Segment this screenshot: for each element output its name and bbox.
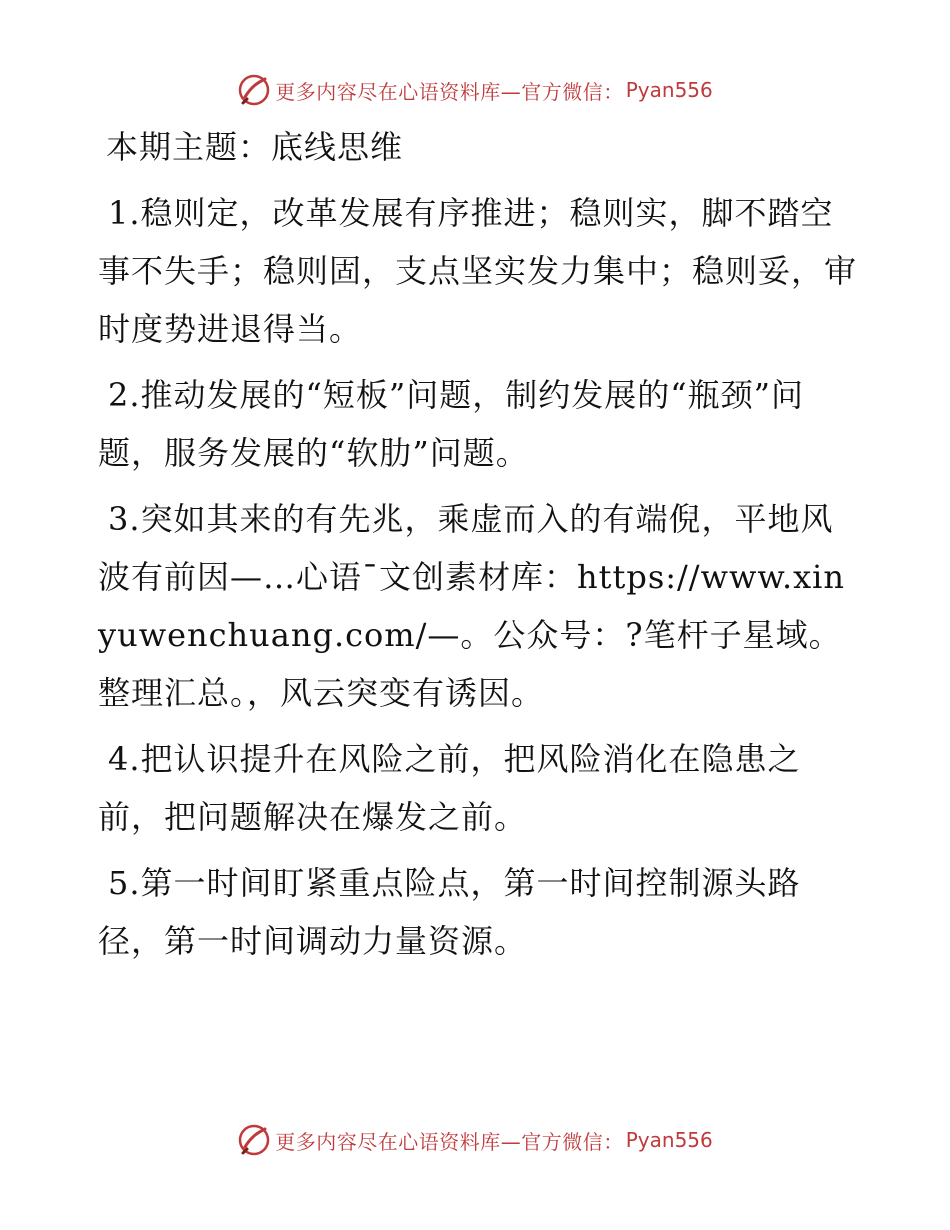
- paragraph-4: [98, 730, 858, 846]
- footer-watermark-banner: [0, 1120, 950, 1160]
- brush-logo-icon: [237, 1123, 271, 1157]
- header-watermark-banner: [0, 70, 950, 110]
- paragraph-number: 4.: [108, 740, 141, 778]
- document-body: [98, 118, 858, 970]
- paragraph-5: [98, 854, 858, 970]
- header-banner-text: 更多内容尽在心语资料库—官方微信：: [275, 79, 624, 104]
- paragraph-2: [98, 366, 858, 482]
- paragraph-number: 2.: [108, 376, 141, 414]
- paragraph-text: 第一时间盯紧重点险点，第一时间控制源头路径，第一时间调动力量资源。: [98, 864, 801, 960]
- paragraph-text: 把认识提升在风险之前，把风险消化在隐患之前，把问题解决在爆发之前。: [98, 740, 801, 836]
- paragraph-number: 1.: [108, 194, 141, 232]
- document-title: 本期主题：底线思维: [106, 128, 404, 166]
- paragraph-number: 3.: [108, 500, 141, 538]
- paragraph-number: 5.: [108, 864, 141, 902]
- paragraph-3: [98, 490, 858, 722]
- footer-banner-text: 更多内容尽在心语资料库—官方微信：: [275, 1129, 624, 1154]
- brush-logo-icon: [237, 73, 271, 107]
- paragraph-text: 稳则定，改革发展有序推进；稳则实，脚不踏空事不失手；稳则固，支点坚实发力集中；稳则妥，审时度势进退得当。: [98, 194, 858, 348]
- footer-banner-wechat-id: Pyan556: [625, 1128, 713, 1152]
- header-banner-wechat-id: Pyan556: [625, 78, 713, 102]
- paragraph-text: 突如其来的有先兆，乘虚而入的有端倪，平地风波有前因—…心语¯文创素材库：https://www.xinyuwenchuang.com/—。公众号：?笔杆子星域。整理汇总。，风云突变有诱因。: [98, 500, 846, 712]
- paragraph-1: [98, 184, 858, 358]
- paragraph-text: 推动发展的“短板”问题，制约发展的“瓶颈”问题，服务发展的“软肋”问题。: [98, 376, 804, 472]
